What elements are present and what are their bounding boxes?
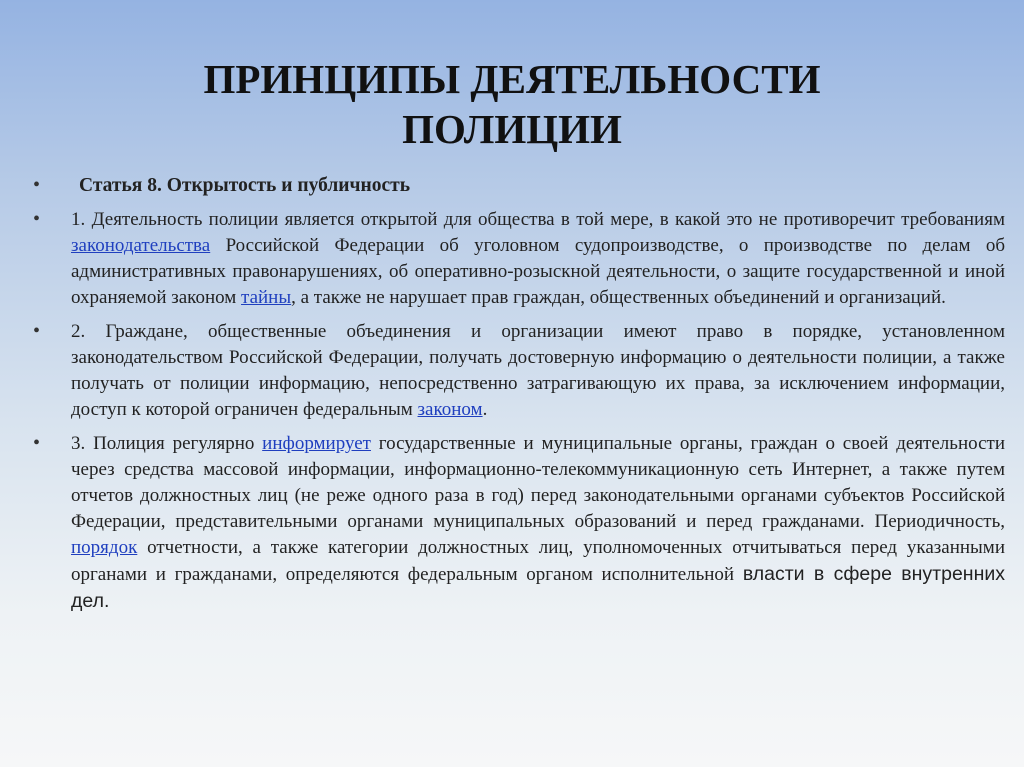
paragraph-1 [71, 207, 1005, 311]
slide-title [0, 54, 1024, 154]
link-law[interactable]: законом [417, 399, 483, 420]
paragraph-3 [71, 431, 1005, 615]
link-order[interactable]: порядок [71, 537, 138, 558]
paragraph-3-text-c: отчетности, а также категории должностных лиц, уполномоченных отчитываться перед указанными органами и гражданами, определяются федеральным органом исполнительной [71, 537, 1005, 585]
bullet-icon: • [33, 208, 41, 230]
link-secret[interactable]: тайны [241, 287, 292, 308]
slide-content [33, 173, 1005, 623]
list-item-3 [33, 431, 1005, 615]
list-item-heading [33, 173, 1005, 199]
paragraph-3-text-d: власти в сфере внутренних дел. [71, 563, 1005, 612]
paragraph-2 [71, 319, 1005, 423]
paragraph-3-text-b: государственные и муниципальные органы, граждан о своей деятельности через средства массовой информации, информационно-телекоммуникационную сеть Интернет, а также путем отчетов должностных лиц (не реже одного раза в год) перед законодательными органами субъектов Российской Федерации, представительными органами муниципальных образований и перед гражданами. Периодичность, [71, 433, 1005, 532]
list-item-1 [33, 207, 1005, 311]
paragraph-1-text-a: 1. Деятельность полиции является открытой для общества в той мере, в какой это не противоречит требованиям [71, 209, 1005, 230]
link-informs[interactable]: информирует [262, 433, 371, 454]
list-item-2 [33, 319, 1005, 423]
link-legislation[interactable]: законодательства [71, 235, 211, 256]
bullet-icon: • [33, 432, 41, 454]
bullet-icon: • [33, 174, 41, 196]
paragraph-2-text-a: 2. Граждане, общественные объединения и организации имеют право в порядке, установленном законодательством Российской Федерации, получать достоверную информацию о деятельности полиции, а также получать от полиции информацию, непосредственно затрагивающую их права, за исключением информации, доступ к которой ограничен федеральным [71, 321, 1005, 420]
paragraph-1-text-b: Российской Федерации об уголовном судопроизводстве, о производстве по делам об административных правонарушениях, об оперативно-розыскной деятельности, о защите государственной и иной охраняемой законом [71, 235, 1005, 308]
paragraph-3-text-a: 3. Полиция регулярно [71, 433, 263, 454]
paragraph-2-text-b: . [482, 399, 488, 420]
paragraph-1-text-c: , а также не нарушает прав граждан, общественных объединений и организаций. [291, 287, 946, 308]
article-heading: Статья 8. Открытость и публичность [79, 175, 411, 196]
slide-title-line-1: ПРИНЦИПЫ ДЕЯТЕЛЬНОСТИ [203, 56, 821, 102]
bullet-icon: • [33, 320, 41, 342]
slide-title-line-2: ПОЛИЦИИ [402, 106, 622, 152]
